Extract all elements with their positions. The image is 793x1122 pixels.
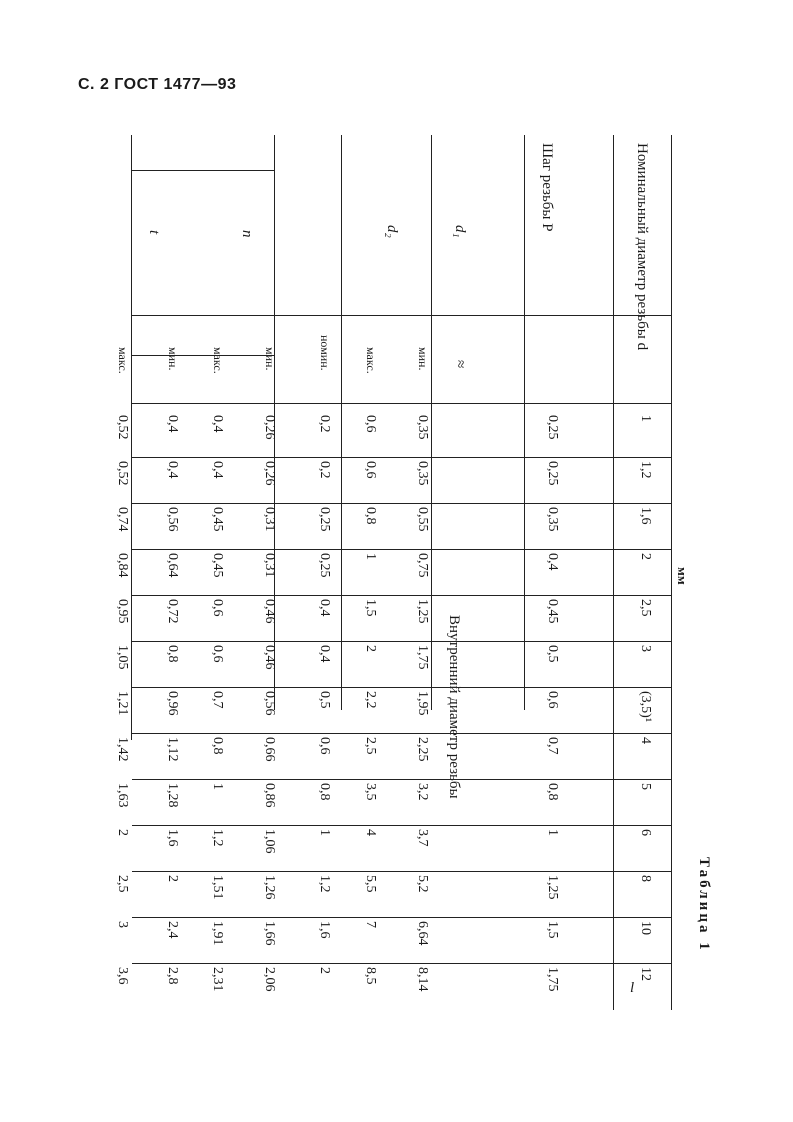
n-nom-cell: 0,6 bbox=[317, 737, 332, 755]
d2-min-cell: 1,25 bbox=[415, 599, 430, 624]
d2-min-cell: 3,7 bbox=[415, 829, 430, 847]
d2-min-cell: 0,55 bbox=[415, 507, 430, 532]
n-min-cell: 0,86 bbox=[262, 783, 277, 808]
column-rule bbox=[132, 779, 672, 780]
rule-left-5 bbox=[131, 135, 132, 740]
rule-vertical-sub-col bbox=[132, 403, 672, 404]
n-min-cell: 0,26 bbox=[262, 461, 277, 486]
d2-max-cell: 5,5 bbox=[363, 875, 378, 893]
n-min-cell: 2,06 bbox=[262, 967, 277, 992]
rotated-table bbox=[90, 135, 730, 1035]
t-max-cell: 3,6 bbox=[115, 967, 130, 985]
table-caption: Таблица 1 bbox=[696, 857, 712, 953]
column-rule bbox=[132, 687, 672, 688]
n-max-cell: 0,45 bbox=[210, 553, 225, 578]
d2-max-cell: 0,6 bbox=[363, 461, 378, 479]
pitch-cell: 1 bbox=[545, 829, 560, 836]
n-min-cell: 1,26 bbox=[262, 875, 277, 900]
d2-max-cell: 0,8 bbox=[363, 507, 378, 525]
t-max-cell: 1,63 bbox=[115, 783, 130, 808]
n-min-cell: 0,56 bbox=[262, 691, 277, 716]
t-max-cell: 2 bbox=[115, 829, 130, 836]
n-max-cell: 0,6 bbox=[210, 599, 225, 617]
d2-max-cell: 8,5 bbox=[363, 967, 378, 985]
pitch-cell: 0,4 bbox=[545, 553, 560, 571]
column-rule bbox=[132, 549, 672, 550]
units-label: мм bbox=[675, 567, 690, 585]
d2-max-cell: 1,5 bbox=[363, 599, 378, 617]
rule-left-2 bbox=[431, 135, 432, 710]
pitch-cell: 0,8 bbox=[545, 783, 560, 801]
d2-min-cell: 8,14 bbox=[415, 967, 430, 992]
nominal-cell: 1,2 bbox=[638, 461, 653, 479]
t-min-label: мин. bbox=[166, 347, 180, 371]
n-nom-cell: 0,8 bbox=[317, 783, 332, 801]
t-min-cell: 0,4 bbox=[165, 461, 180, 479]
column-rule bbox=[132, 595, 672, 596]
t-min-cell: 0,64 bbox=[165, 553, 180, 578]
d2-max-cell: 4 bbox=[363, 829, 378, 836]
d2-min-label: мин. bbox=[416, 347, 430, 371]
d1-label: d₁ bbox=[452, 225, 468, 238]
d2-min-cell: 2,25 bbox=[415, 737, 430, 762]
n-max-cell: 1 bbox=[210, 783, 225, 790]
t-min-cell: 0,56 bbox=[165, 507, 180, 532]
d2-max-cell: 1 bbox=[363, 553, 378, 560]
nominal-cell: 3 bbox=[638, 645, 653, 652]
column-rule bbox=[132, 641, 672, 642]
t-max-label: макс. bbox=[116, 347, 130, 374]
nominal-cell: 6 bbox=[638, 829, 653, 836]
t-min-cell: 0,4 bbox=[165, 415, 180, 433]
rule-vertical-class bbox=[132, 355, 275, 356]
column-rule bbox=[132, 871, 672, 872]
d2-min-cell: 5,2 bbox=[415, 875, 430, 893]
t-max-cell: 2,5 bbox=[115, 875, 130, 893]
n-nom-cell: 0,4 bbox=[317, 599, 332, 617]
nominal-cell: 10 bbox=[638, 921, 653, 935]
t-min-cell: 2,4 bbox=[165, 921, 180, 939]
n-label: n bbox=[239, 230, 255, 238]
pitch-cell: 0,6 bbox=[545, 691, 560, 709]
pitch-label: Шаг резьбы P bbox=[539, 143, 555, 232]
t-min-cell: 1,12 bbox=[165, 737, 180, 762]
column-rule bbox=[132, 733, 672, 734]
d2-max-cell: 0,6 bbox=[363, 415, 378, 433]
n-max-cell: 1,51 bbox=[210, 875, 225, 900]
t-min-cell: 0,72 bbox=[165, 599, 180, 624]
n-min-cell: 0,46 bbox=[262, 645, 277, 670]
d2-max-cell: 3,5 bbox=[363, 783, 378, 801]
nominal-cell: 2,5 bbox=[638, 599, 653, 617]
n-min-cell: 0,46 bbox=[262, 599, 277, 624]
n-nom-cell: 2 bbox=[317, 967, 332, 974]
n-max-cell: 0,8 bbox=[210, 737, 225, 755]
n-min-label: мин. bbox=[263, 347, 277, 371]
n-nom-cell: 1,2 bbox=[317, 875, 332, 893]
n-max-cell: 0,7 bbox=[210, 691, 225, 709]
nominal-cell: 8 bbox=[638, 875, 653, 882]
n-max-cell: 1,2 bbox=[210, 829, 225, 847]
t-max-cell: 1,21 bbox=[115, 691, 130, 716]
pitch-cell: 0,5 bbox=[545, 645, 560, 663]
d1-note: Внутренний диаметр резьбы bbox=[446, 615, 462, 799]
n-nom-cell: 0,2 bbox=[317, 415, 332, 433]
d2-max-cell: 2 bbox=[363, 645, 378, 652]
d2-min-cell: 0,35 bbox=[415, 461, 430, 486]
l-label: l bbox=[630, 980, 635, 996]
n-nom-cell: 1,6 bbox=[317, 921, 332, 939]
column-rule bbox=[132, 963, 672, 964]
nominal-cell: 1,6 bbox=[638, 507, 653, 525]
rule-left-1 bbox=[524, 135, 525, 710]
n-nom-label: номин. bbox=[318, 335, 332, 371]
n-max-cell: 0,6 bbox=[210, 645, 225, 663]
column-rule bbox=[132, 457, 672, 458]
pitch-cell: 0,45 bbox=[545, 599, 560, 624]
d2-max-label: макс. bbox=[364, 347, 378, 374]
t-max-cell: 0,95 bbox=[115, 599, 130, 624]
pitch-cell: 0,35 bbox=[545, 507, 560, 532]
n-min-cell: 0,26 bbox=[262, 415, 277, 440]
d2-max-cell: 2,2 bbox=[363, 691, 378, 709]
t-min-cell: 0,96 bbox=[165, 691, 180, 716]
n-min-cell: 1,66 bbox=[262, 921, 277, 946]
rule-left-3 bbox=[341, 135, 342, 710]
n-max-cell: 0,4 bbox=[210, 415, 225, 433]
pitch-cell: 1,5 bbox=[545, 921, 560, 939]
nominal-cell: 4 bbox=[638, 737, 653, 744]
t-max-cell: 0,74 bbox=[115, 507, 130, 532]
pitch-cell: 0,7 bbox=[545, 737, 560, 755]
nominal-cell: (3,5)¹ bbox=[638, 691, 653, 723]
t-min-cell: 1,28 bbox=[165, 783, 180, 808]
d2-label: d₂ bbox=[384, 225, 400, 238]
n-nom-cell: 0,25 bbox=[317, 507, 332, 532]
n-nom-cell: 1 bbox=[317, 829, 332, 836]
t-label: t bbox=[146, 230, 162, 235]
n-max-cell: 2,31 bbox=[210, 967, 225, 992]
d2-min-cell: 1,75 bbox=[415, 645, 430, 670]
d2-min-cell: 3,2 bbox=[415, 783, 430, 801]
nominal-cell: 12 bbox=[638, 967, 653, 981]
n-max-cell: 0,4 bbox=[210, 461, 225, 479]
n-min-cell: 0,31 bbox=[262, 553, 277, 578]
t-min-cell: 2,8 bbox=[165, 967, 180, 985]
rule-top bbox=[671, 135, 672, 1010]
nominal-cell: 1 bbox=[638, 415, 653, 422]
pitch-cell: 0,25 bbox=[545, 415, 560, 440]
column-rule bbox=[132, 917, 672, 918]
column-rule bbox=[132, 503, 672, 504]
rule-vertical-l bbox=[132, 170, 275, 171]
n-max-label: макс. bbox=[211, 347, 225, 374]
pitch-cell: 0,25 bbox=[545, 461, 560, 486]
pitch-cell: 1,25 bbox=[545, 875, 560, 900]
t-min-cell: 2 bbox=[165, 875, 180, 882]
n-max-cell: 1,91 bbox=[210, 921, 225, 946]
nominal-cell: 5 bbox=[638, 783, 653, 790]
nominal-cell: 2 bbox=[638, 553, 653, 560]
n-max-cell: 0,45 bbox=[210, 507, 225, 532]
pitch-cell: 1,75 bbox=[545, 967, 560, 992]
n-nom-cell: 0,25 bbox=[317, 553, 332, 578]
d1-approx-label: ≈ bbox=[452, 360, 468, 369]
t-min-cell: 0,8 bbox=[165, 645, 180, 663]
d2-min-cell: 0,75 bbox=[415, 553, 430, 578]
n-nom-cell: 0,2 bbox=[317, 461, 332, 479]
d2-min-cell: 1,95 bbox=[415, 691, 430, 716]
t-max-cell: 3 bbox=[115, 921, 130, 928]
d2-min-cell: 0,35 bbox=[415, 415, 430, 440]
d2-min-cell: 6,64 bbox=[415, 921, 430, 946]
n-nom-cell: 0,4 bbox=[317, 645, 332, 663]
page-header: С. 2 ГОСТ 1477—93 bbox=[78, 76, 237, 93]
d2-max-cell: 2,5 bbox=[363, 737, 378, 755]
t-min-cell: 1,6 bbox=[165, 829, 180, 847]
t-max-cell: 0,52 bbox=[115, 461, 130, 486]
t-max-cell: 1,42 bbox=[115, 737, 130, 762]
t-max-cell: 0,52 bbox=[115, 415, 130, 440]
n-nom-cell: 0,5 bbox=[317, 691, 332, 709]
nominal-diameter-label: Номинальный диаметр резьбы d bbox=[634, 143, 650, 351]
t-max-cell: 1,05 bbox=[115, 645, 130, 670]
column-rule bbox=[132, 825, 672, 826]
n-min-cell: 1,06 bbox=[262, 829, 277, 854]
n-min-cell: 0,31 bbox=[262, 507, 277, 532]
n-min-cell: 0,66 bbox=[262, 737, 277, 762]
d2-max-cell: 7 bbox=[363, 921, 378, 928]
rule-under-header bbox=[613, 135, 614, 1010]
rule-vertical-label-col bbox=[132, 315, 672, 316]
t-max-cell: 0,84 bbox=[115, 553, 130, 578]
